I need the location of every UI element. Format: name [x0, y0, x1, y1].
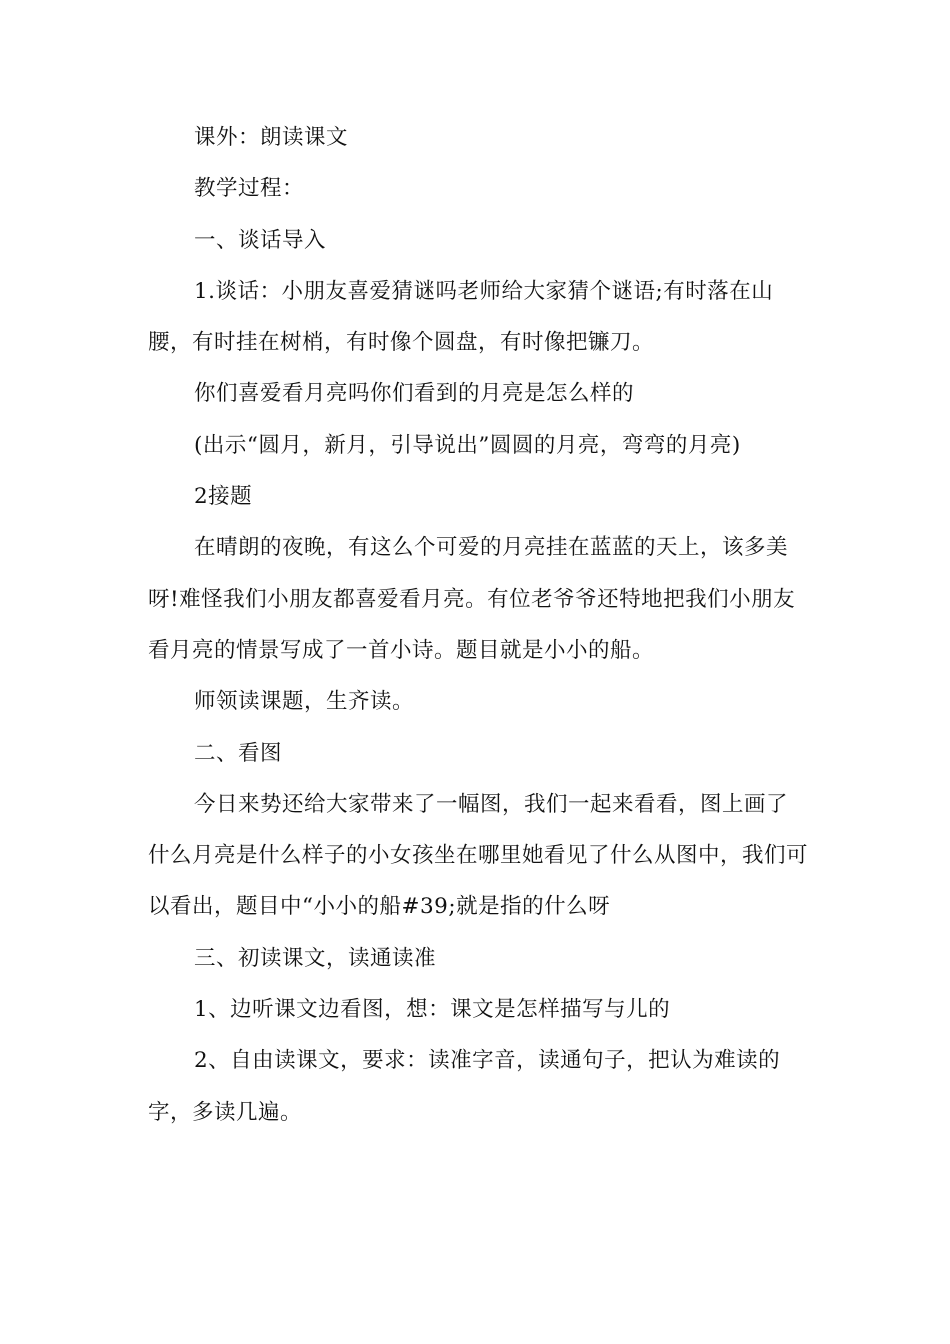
paragraph-free-reading: 2、自由读课文，要求：读准字音，读通句子，把认为难读的字，多读几遍。	[148, 1048, 781, 1125]
heading-first-reading: 三、初读课文，读通读准	[194, 945, 437, 971]
paragraph-moon-question: 你们喜爱看月亮吗你们看到的月亮是怎么样的	[194, 381, 635, 407]
paragraph-show-moons: (出示“圆月，新月，引导说出”圆圆的月亮，弯弯的月亮)	[194, 432, 741, 458]
paragraph-listen-look: 1、边听课文边看图，想：课文是怎样描写与儿的	[194, 997, 671, 1023]
paragraph-teaching-process: 教学过程：	[194, 176, 305, 202]
document-body	[148, 112, 808, 1138]
paragraph-picture-description: 今日来势还给大家带来了一幅图，我们一起来看看，图上画了什么月亮是什么样子的小女孩坐在哪里她看见了什么从图中，我们可以看出，题目中“小小的船#39;就是指的什么呀	[148, 791, 809, 920]
paragraph-extracurricular: 课外：朗读课文	[194, 125, 349, 150]
heading-look-picture: 二、看图	[194, 740, 283, 766]
paragraph-night-moon: 在晴朗的夜晚，有这么个可爱的月亮挂在蓝蓝的天上，该多美呀!难怪我们小朋友都喜爱看月亮。有位老爷爷还特地把我们小朋友看月亮的情景写成了一首小诗。题目就是小小的船。	[148, 535, 796, 663]
heading-topic: 2接题	[194, 484, 253, 510]
paragraph-read-title: 师领读课题，生齐读。	[194, 689, 415, 715]
paragraph-riddle: 1.谈话：小朋友喜爱猜谜吗老师给大家猜个谜语;有时落在山腰，有时挂在树梢，有时像个圆盘，有时像把镰刀。	[148, 278, 774, 356]
heading-conversation-intro: 一、谈话导入	[194, 227, 327, 253]
